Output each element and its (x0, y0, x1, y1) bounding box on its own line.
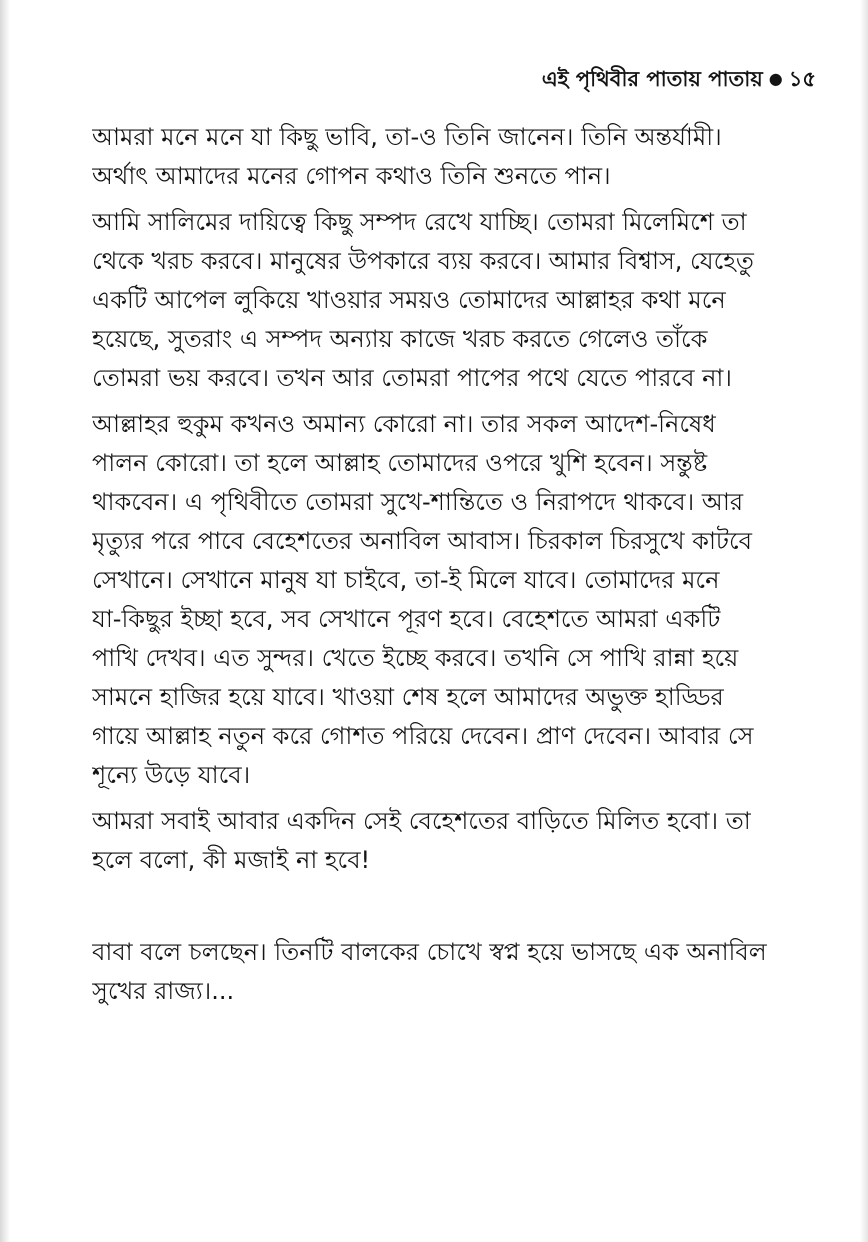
text-line: পালন কোরো। তা হলে আল্লাহ তোমাদের ওপরে খুশি হবেন। সন্তুষ্ট (92, 449, 708, 477)
paragraph-3 (92, 405, 822, 795)
paragraph-spacer (92, 887, 822, 933)
text-line: মৃত্যুর পরে পাবে বেহেশতের অনাবিল আবাস। চিরকাল চিরসুখে কাটবে (92, 527, 753, 555)
text-line: সেখানে। সেখানে মানুষ যা চাইবে, তা-ই মিলে যাবে। তোমাদের মনে (92, 566, 720, 594)
text-line: আমি সালিমের দায়িত্বে কিছু সম্পদ রেখে যাচ্ছি। তোমরা মিলেমিশে তা (92, 208, 747, 236)
page-body (92, 118, 822, 1018)
page-scan-edge-right (860, 0, 868, 1242)
text-line: তোমরা ভয় করবে। তখন আর তোমরা পাপের পথে যেতে পারবে না। (92, 364, 732, 392)
text-line: একটি আপেল লুকিয়ে খাওয়ার সময়ও তোমাদের আল্লাহর কথা মনে (92, 286, 726, 314)
text-line: হয়েছে, সুতরাং এ সম্পদ অন্যায় কাজে খরচ করতে গেলেও তাঁকে (92, 325, 708, 353)
paragraph-1 (92, 118, 822, 196)
text-line: বাবা বলে চলছেন। তিনটি বালকের চোখে স্বপ্ন হয়ে ভাসছে এক অনাবিল (92, 938, 767, 966)
text-line: পাখি দেখব। এত সুন্দর। খেতে ইচ্ছে করবে। তখনি সে পাখি রান্না হয়ে (92, 644, 739, 672)
text-line: অর্থাৎ আমাদের মনের গোপন কথাও তিনি শুনতে পান। (92, 162, 611, 190)
text-line: আমরা সবাই আবার একদিন সেই বেহেশতের বাড়িতে মিলিত হবো। তা (92, 807, 751, 835)
text-line: যা-কিছুর ইচ্ছা হবে, সব সেখানে পূরণ হবে। বেহেশতে আমরা একটি (92, 605, 721, 633)
page-scan-edge (0, 0, 10, 1242)
paragraph-2 (92, 203, 822, 398)
header-separator: ● (768, 69, 783, 88)
text-line: আল্লাহর হুকুম কখনও অমান্য কোরো না। তার সকল আদেশ-নিষেধ (92, 410, 716, 438)
text-line: গায়ে আল্লাহ নতুন করে গোশত পরিয়ে দেবেন। প্রাণ দেবেন। আবার সে (92, 722, 754, 750)
text-line: থেকে খরচ করবে। মানুষের উপকারে ব্যয় করবে। আমার বিশ্বাস, যেহেতু (92, 247, 754, 275)
paragraph-5 (92, 933, 822, 1011)
text-line: থাকবেন। এ পৃথিবীতে তোমরা সুখে-শান্তিতে ও নিরাপদে থাকবে। আর (92, 488, 744, 516)
text-line: সামনে হাজির হয়ে যাবে। খাওয়া শেষ হলে আমাদের অভুক্ত হাড্ডির (92, 683, 724, 711)
running-header (542, 64, 816, 94)
text-line: সুখের রাজ্য।... (92, 977, 235, 1005)
text-line: আমরা মনে মনে যা কিছু ভাবি, তা-ও তিনি জানেন। তিনি অন্তর্যামী। (92, 123, 722, 151)
book-title: এই পৃথিবীর পাতায় পাতায় (541, 67, 763, 91)
text-line: হলে বলো, কী মজাই না হবে! (92, 846, 371, 874)
page-number: ১৫ (788, 67, 816, 91)
paragraph-4 (92, 802, 822, 880)
text-line: শূন্যে উড়ে যাবে। (92, 761, 251, 789)
